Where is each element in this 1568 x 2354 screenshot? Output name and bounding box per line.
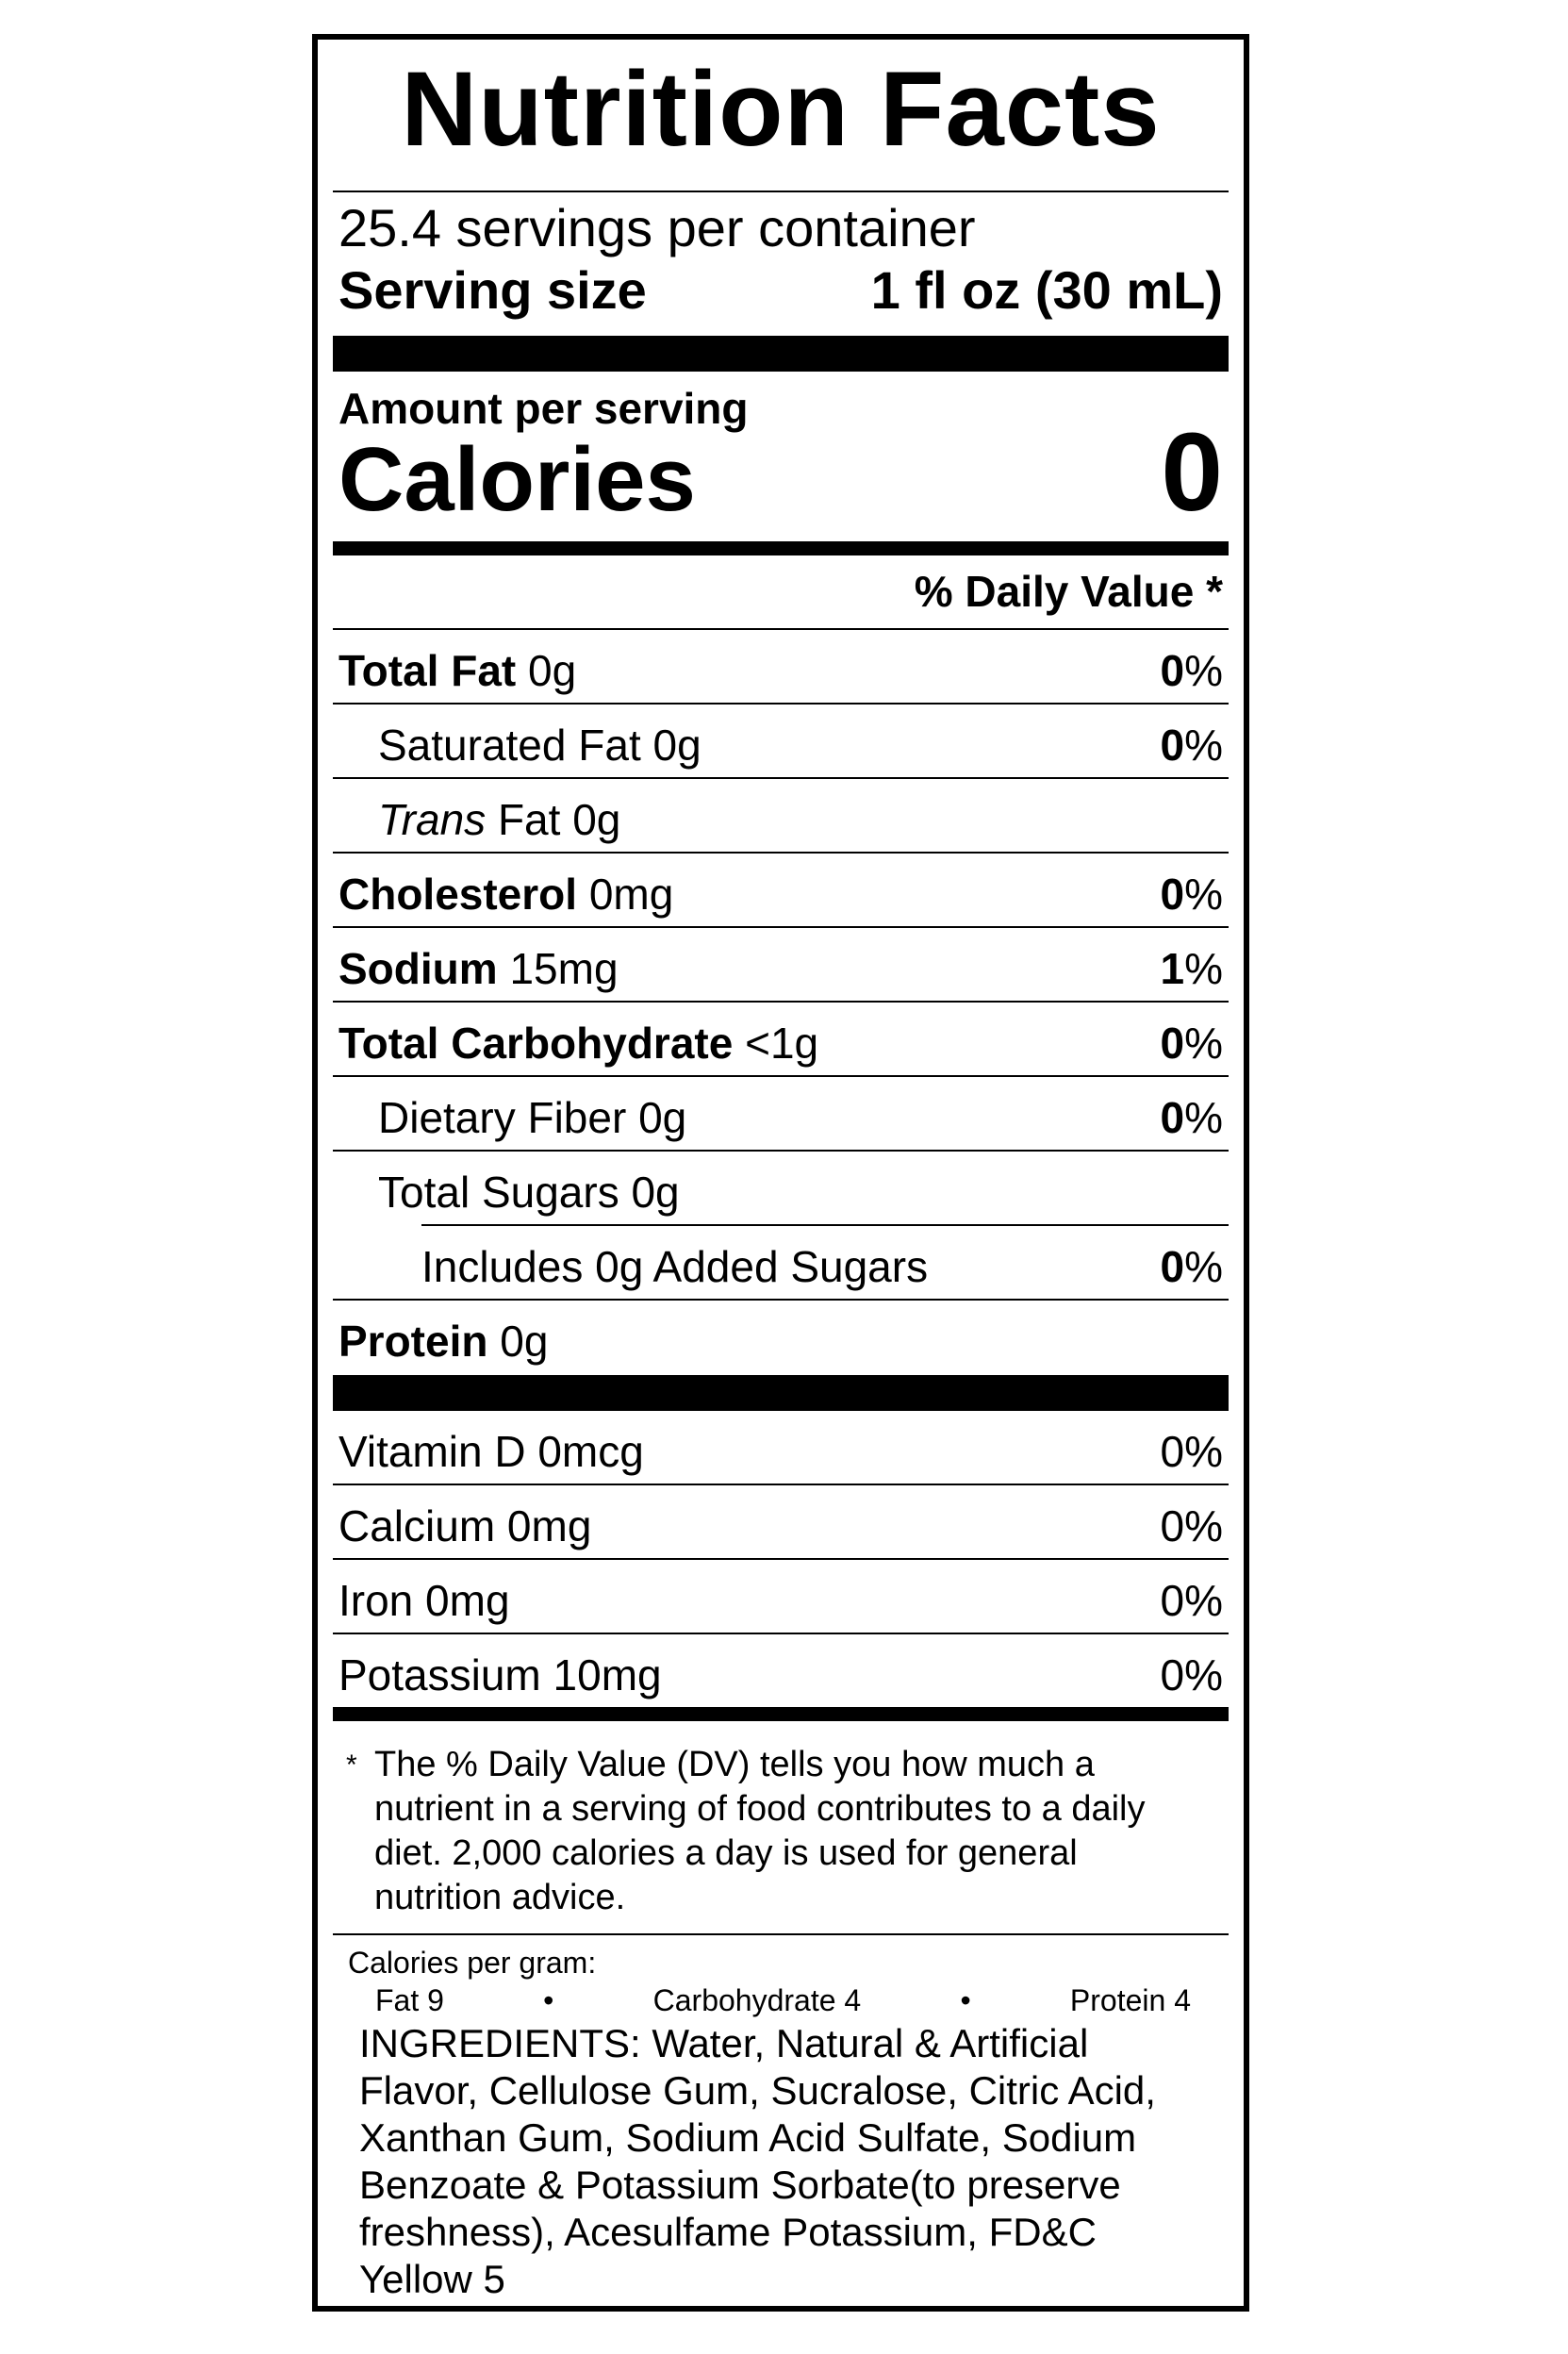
footnote-text: The % Daily Value (DV) tells you how much a nutrient in a serving of food contributes to a daily diet. 2,000 calories a day is used for general nutrition advice. — [374, 1745, 1146, 1917]
nutrient-name: Saturated Fat 0g — [378, 721, 701, 770]
vitamin-dv: 0% — [1160, 1427, 1223, 1476]
calories-row — [338, 410, 1223, 535]
calories-value: 0 — [1161, 410, 1223, 535]
nutrient-name: Total Carbohydrate — [338, 1019, 734, 1068]
vitamin-dv: 0% — [1160, 1576, 1223, 1625]
thick-divider — [333, 336, 1229, 372]
thick-divider — [333, 1375, 1229, 1411]
divider — [333, 1299, 1229, 1301]
nutrient-name: Total Fat — [338, 646, 517, 695]
daily-value-header: % Daily Value * — [914, 567, 1223, 616]
vitamin-dv: 0% — [1160, 1501, 1223, 1550]
nutrient-dv-percent: % — [1184, 1019, 1223, 1068]
servings-per-container: 25.4 servings per container — [338, 198, 976, 257]
cpg-carbohydrate: Carbohydrate 4 — [652, 1983, 862, 2017]
nutrient-amount: 0g — [528, 646, 577, 695]
nutrient-row-total-carbohydrate — [338, 1019, 1223, 1068]
nutrient-row-added-sugars — [421, 1242, 1223, 1291]
calories-per-gram-label: Calories per gram: — [348, 1946, 597, 1980]
nutrient-dv-number: 0 — [1160, 721, 1185, 770]
divider — [333, 1001, 1229, 1003]
nutrient-row-trans-fat — [378, 795, 1223, 844]
nutrient-dv-percent: % — [1184, 646, 1223, 695]
medium-divider — [333, 541, 1229, 555]
vitamin-name: Calcium 0mg — [338, 1501, 592, 1550]
vitamin-name: Potassium 10mg — [338, 1650, 662, 1699]
daily-value-footnote — [346, 1743, 1191, 1920]
divider — [333, 628, 1229, 630]
nutrient-dv-percent: % — [1184, 721, 1223, 770]
vitamin-row-calcium — [338, 1501, 1223, 1550]
ingredients-list: INGREDIENTS: Water, Natural & Artificial Flavor, Cellulose Gum, Sucralose, Citric Acid, Xanthan Gum, Sodium Acid Sulfate, Sodium Benzoate & Potassium Sorbate(to preserve freshness), Acesulfame Potassium, FD&C Yellow 5 — [359, 2021, 1156, 2301]
nutrient-dv-percent: % — [1184, 944, 1223, 993]
label-inner — [333, 40, 1229, 2306]
divider — [333, 852, 1229, 854]
divider — [333, 1484, 1229, 1485]
divider — [333, 1558, 1229, 1560]
nutrient-amount: 0g — [500, 1317, 549, 1366]
nutrient-row-protein — [338, 1317, 1223, 1366]
cpg-protein: Protein 4 — [1069, 1983, 1191, 2017]
nutrient-name: Fat 0g — [497, 795, 621, 844]
divider — [333, 703, 1229, 705]
amount-per-serving: Amount per serving — [338, 384, 749, 433]
nutrient-name: Dietary Fiber 0g — [378, 1093, 687, 1142]
nutrient-row-total-sugars — [378, 1168, 1223, 1217]
nutrient-row-sodium — [338, 944, 1223, 993]
nutrient-dv-number: 0 — [1160, 1093, 1185, 1142]
nutrient-dv-number: 1 — [1160, 944, 1185, 993]
nutrient-amount: <1g — [745, 1019, 819, 1068]
nutrient-row-cholesterol — [338, 870, 1223, 919]
divider — [333, 777, 1229, 779]
nutrient-name: Sodium — [338, 944, 498, 993]
nutrient-name: Includes 0g Added Sugars — [421, 1242, 929, 1291]
nutrient-name: Cholesterol — [338, 870, 578, 919]
nutrient-dv-number: 0 — [1160, 870, 1185, 919]
divider — [333, 191, 1229, 192]
calories-label: Calories — [338, 429, 696, 530]
nutrient-amount: 15mg — [509, 944, 619, 993]
divider — [421, 1224, 1229, 1226]
divider — [333, 926, 1229, 928]
divider — [333, 1075, 1229, 1077]
divider — [333, 1933, 1229, 1935]
vitamin-row-vitamin-d — [338, 1427, 1223, 1476]
divider — [333, 1150, 1229, 1152]
cpg-bullet: • — [543, 1983, 554, 2017]
nutrient-name-italic: Trans — [378, 795, 487, 844]
nutrient-dv-number: 0 — [1160, 1019, 1185, 1068]
nutrient-row-total-fat — [338, 646, 1223, 695]
vitamin-row-potassium — [338, 1650, 1223, 1699]
nutrient-dv-percent: % — [1184, 1242, 1223, 1291]
nutrient-dv-number: 0 — [1160, 1242, 1185, 1291]
vitamin-dv: 0% — [1160, 1650, 1223, 1699]
divider — [333, 1633, 1229, 1634]
nutrient-row-dietary-fiber — [378, 1093, 1223, 1142]
nutrient-dv-percent: % — [1184, 870, 1223, 919]
serving-size-value: 1 fl oz (30 mL) — [870, 260, 1223, 320]
nutrient-dv-number: 0 — [1160, 646, 1185, 695]
nutrient-row-saturated-fat — [378, 721, 1223, 770]
nutrition-facts-label — [312, 34, 1249, 2312]
nutrient-name: Protein — [338, 1317, 488, 1366]
serving-size-label: Serving size — [338, 260, 647, 320]
cpg-fat: Fat 9 — [375, 1983, 444, 2017]
label-title: Nutrition Facts — [401, 50, 1161, 168]
vitamin-name: Vitamin D 0mcg — [338, 1427, 644, 1476]
vitamin-row-iron — [338, 1576, 1223, 1625]
cpg-bullet: • — [960, 1983, 971, 2017]
footnote-asterisk: * — [346, 1749, 357, 1781]
nutrient-amount: 0mg — [588, 870, 674, 919]
serving-size-row — [338, 260, 1223, 320]
nutrient-dv-percent: % — [1184, 1093, 1223, 1142]
medium-divider — [333, 1707, 1229, 1721]
calories-per-gram-values — [375, 1985, 1191, 2015]
nutrient-name: Total Sugars 0g — [378, 1168, 680, 1217]
vitamin-name: Iron 0mg — [338, 1576, 510, 1625]
